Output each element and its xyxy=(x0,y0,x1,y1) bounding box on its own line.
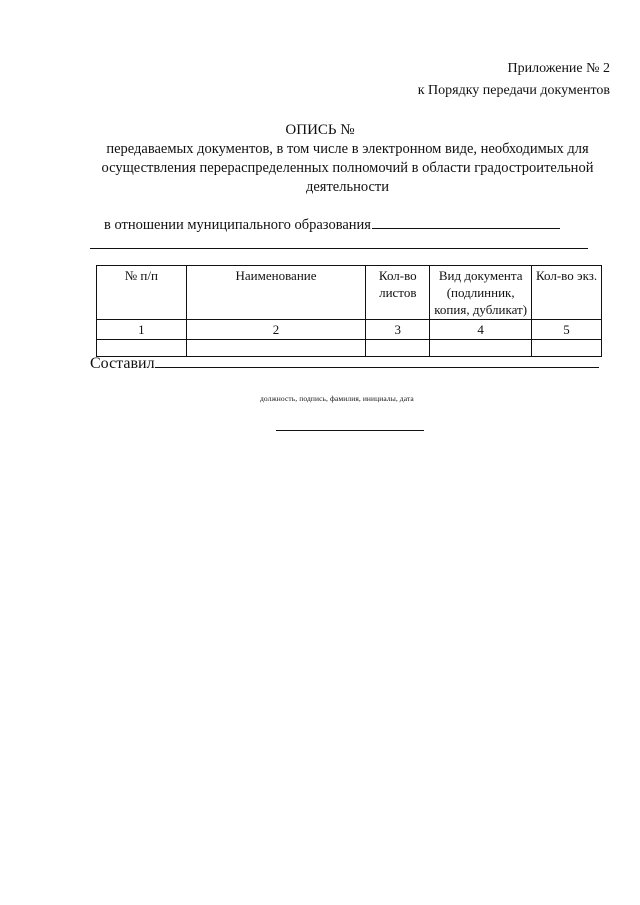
header-copies: Кол-во экз. xyxy=(532,266,602,320)
table-header-row xyxy=(97,266,602,320)
table-numbering-row xyxy=(97,320,602,340)
signature-row xyxy=(90,352,599,373)
header-doc-type: Вид документа (подлинник, копия, дубликат) xyxy=(430,266,532,320)
municipality-label: в отношении муниципального образования xyxy=(104,217,371,233)
col-number-2: 2 xyxy=(186,320,366,340)
col-number-5: 5 xyxy=(532,320,602,340)
appendix-reference: к Порядку передачи документов xyxy=(417,83,610,98)
header-number: № п/п xyxy=(97,266,187,320)
col-number-3: 3 xyxy=(366,320,430,340)
header-sheets: Кол-во листов xyxy=(366,266,430,320)
municipality-field[interactable] xyxy=(372,214,560,229)
document-subtitle: передаваемых документов, в том числе в электронном виде, необходимых для осуществления перераспределенных полномочий в области градостроительной деятельности xyxy=(101,141,594,195)
appendix-number: Приложение № 2 xyxy=(507,61,610,76)
header-name: Наименование xyxy=(186,266,366,320)
col-number-1: 1 xyxy=(97,320,187,340)
signature-caption: должность, подпись, фамилия, инициалы, дата xyxy=(260,394,414,403)
closing-divider xyxy=(276,430,424,431)
signature-label: Составил xyxy=(90,355,155,372)
municipality-row xyxy=(104,214,560,234)
document-title: ОПИСЬ № xyxy=(285,122,355,138)
municipality-continuation-line[interactable] xyxy=(90,248,588,249)
inventory-table xyxy=(96,265,602,357)
col-number-4: 4 xyxy=(430,320,532,340)
appendix-header xyxy=(418,58,610,102)
signature-field[interactable] xyxy=(155,352,599,368)
